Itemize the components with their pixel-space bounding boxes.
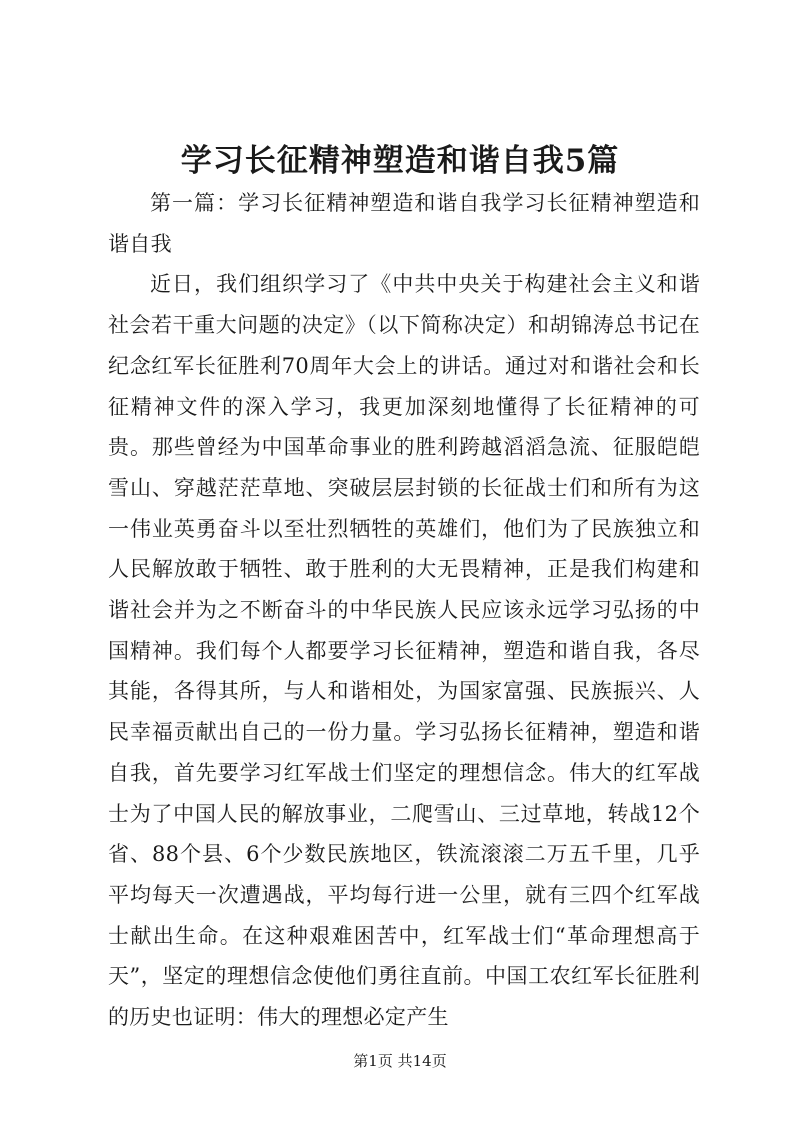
document-title: 学习长征精神塑造和谐自我5篇 xyxy=(180,143,620,179)
section-heading-paragraph: 第一篇：学习长征精神塑造和谐自我学习长征精神塑造和谐自我 xyxy=(108,191,700,256)
body-paragraph: 近日，我们组织学习了《中共中央关于构建社会主义和谐社会若干重大问题的决定》（以下简称决定）和胡锦涛总书记在纪念红军长征胜利70周年大会上的讲话。通过对和谐社会和长征精神文件的深入学习，我更加深刻地懂得了长征精神的可贵。那些曾经为中国革命事业的胜利跨越滔滔急流、征服皑皑雪山、穿越茫茫草地、突破层层封锁的长征战士们和所有为这一伟业英勇奋斗以至壮烈牺牲的英雄们，他们为了民族独立和人民解放敢于牺牲、敢于胜利的大无畏精神，正是我们构建和谐社会并为之不断奋斗的中华民族人民应该永远学习弘扬的中国精神。我们每个人都要学习长征精神，塑造和谐自我，各尽其能，各得其所，与人和谐相处，为国家富强、民族振兴、人民幸福贡献出自己的一份力量。学习弘扬长征精神，塑造和谐自我，首先要学习红军战士们坚定的理想信念。伟大的红军战士为了中国人民的解放事业，二爬雪山、三过草地，转战12个省、88个县、6个少数民族地区，铁流滚滚二万五千里，几乎平均每天一次遭遇战，平均每行进一公里，就有三四个红军战士献出生命。在这种艰难困苦中，红军战士们“革命理想高于天”，坚定的理想信念使他们勇往直前。中国工农红军长征胜利的历史也证明：伟大的理想必定产生 xyxy=(108,272,700,1030)
page-number-footer: 第1页 共14页 xyxy=(353,1052,447,1070)
document-body xyxy=(108,183,700,1038)
